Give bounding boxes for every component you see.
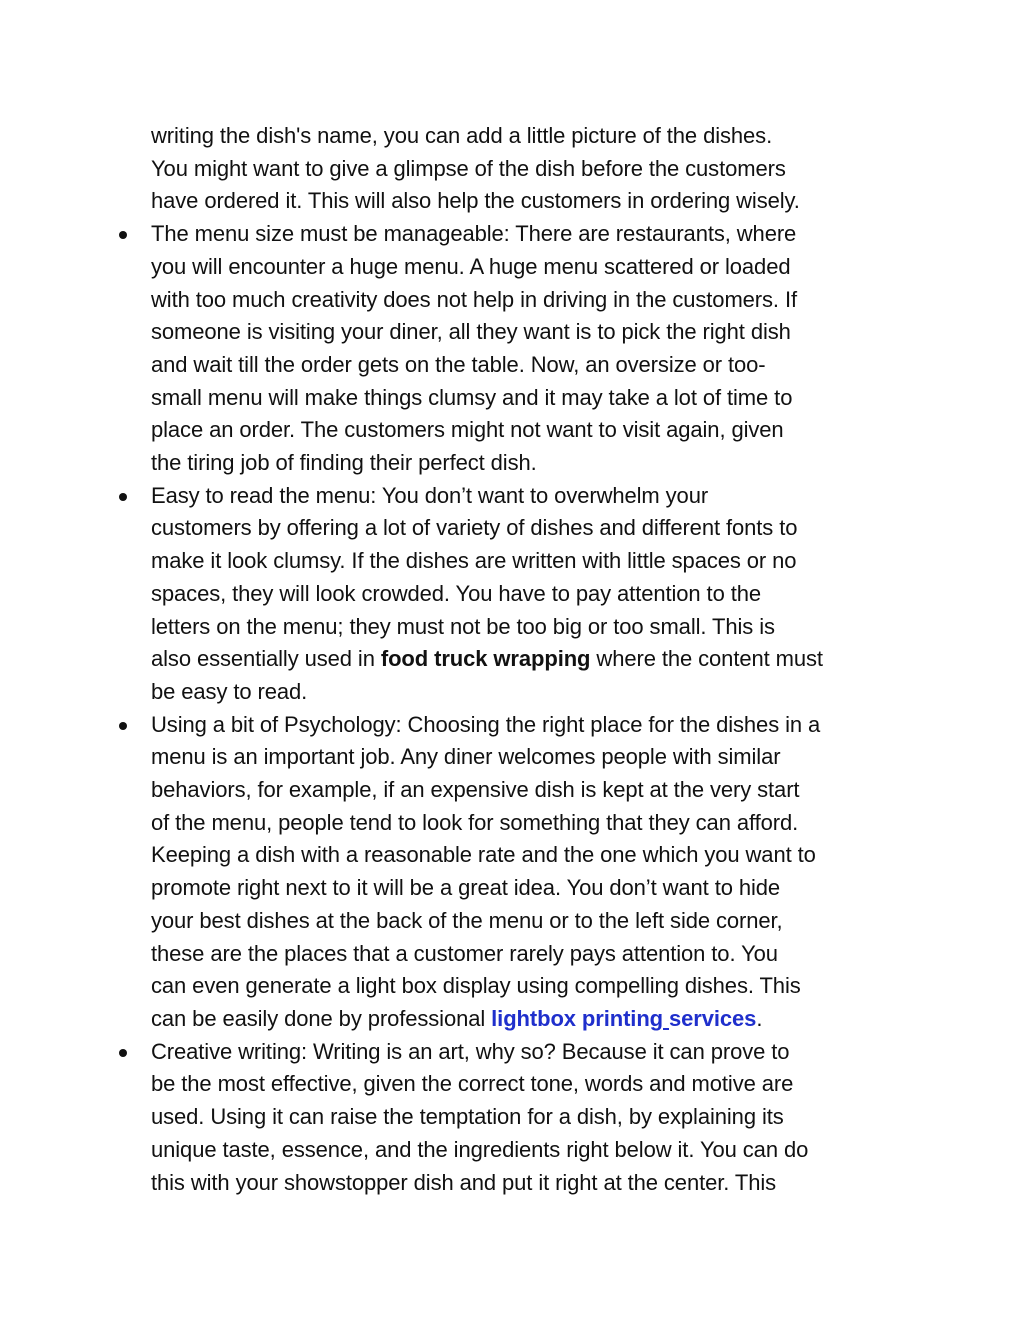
bullet-icon [119, 231, 127, 239]
text-line: spaces, they will look crowded. You have to pay attention to the [151, 580, 761, 606]
text-line: of the menu, people tend to look for something that they can afford. [151, 809, 799, 835]
text-line: be easy to read. [151, 678, 308, 704]
text-line: promote right next to it will be a great idea. You don’t want to hide [151, 875, 781, 901]
text-line: writing the dish's name, you can add a little picture of the dishes. [151, 123, 773, 148]
text-line: the tiring job of finding their perfect dish. [151, 450, 537, 476]
text-line: You might want to give a glimpse of the dish before the customers [151, 155, 786, 181]
text-line: customers by offering a lot of variety of dishes and different fonts to [151, 515, 798, 541]
text-line: with too much creativity does not help in driving in the customers. If [151, 286, 797, 312]
text-line: unique taste, essence, and the ingredients right below it. You can do [151, 1136, 809, 1162]
text-line: menu is an important job. Any diner welcomes people with similar [151, 744, 781, 770]
text-line: Keeping a dish with a reasonable rate and the one which you want to [151, 842, 816, 868]
text-line: Easy to read the menu: You don’t want to overwhelm your [151, 480, 911, 513]
text-line: used. Using it can raise the temptation for a dish, by explaining its [151, 1104, 784, 1130]
lightbox-printing-services-link[interactable]: lightbox printing services [491, 1005, 757, 1031]
list-item-creative-writing [151, 1036, 911, 1200]
text-line: have ordered it. This will also help the customers in ordering wisely. [151, 188, 800, 214]
text-line: place an order. The customers might not want to visit again, given [151, 417, 784, 443]
text-line: also essentially used in food truck wrapping where the content must [151, 646, 823, 672]
list-item-menu-size [151, 218, 911, 480]
text-line: Using a bit of Psychology: Choosing the right place for the dishes in a [151, 709, 911, 742]
text-line: behaviors, for example, if an expensive dish is kept at the very start [151, 777, 800, 803]
list-item-easy-to-read [151, 480, 911, 709]
text-line: these are the places that a customer rarely pays attention to. You [151, 940, 778, 966]
text-line: can be easily done by professional lightbox printing services. [151, 1005, 763, 1031]
text-line: Creative writing: Writing is an art, why so? Because it can prove to [151, 1036, 911, 1069]
text-line: be the most effective, given the correct tone, words and motive are [151, 1071, 794, 1097]
document-body [151, 120, 911, 1199]
text-line: you will encounter a huge menu. A huge menu scattered or loaded [151, 253, 791, 279]
bullet-icon [119, 493, 127, 501]
text-line: can even generate a light box display using compelling dishes. This [151, 973, 801, 999]
text-line: this with your showstopper dish and put it right at the center. This [151, 1169, 777, 1195]
text-line: The menu size must be manageable: There are restaurants, where [151, 218, 911, 251]
bold-phrase: food truck wrapping [380, 646, 591, 672]
text-line: your best dishes at the back of the menu or to the left side corner, [151, 907, 783, 933]
text-line: make it look clumsy. If the dishes are written with little spaces or no [151, 548, 797, 574]
list-item-psychology [151, 709, 911, 1036]
text-line: letters on the menu; they must not be too big or too small. This is [151, 613, 775, 639]
intro-paragraph [151, 120, 911, 218]
text-line: and wait till the order gets on the table. Now, an oversize or too- [151, 351, 766, 377]
text-line: small menu will make things clumsy and it may take a lot of time to [151, 384, 793, 410]
bullet-icon [119, 1049, 127, 1057]
text-line: someone is visiting your diner, all they want is to pick the right dish [151, 319, 791, 345]
bullet-icon [119, 722, 127, 730]
